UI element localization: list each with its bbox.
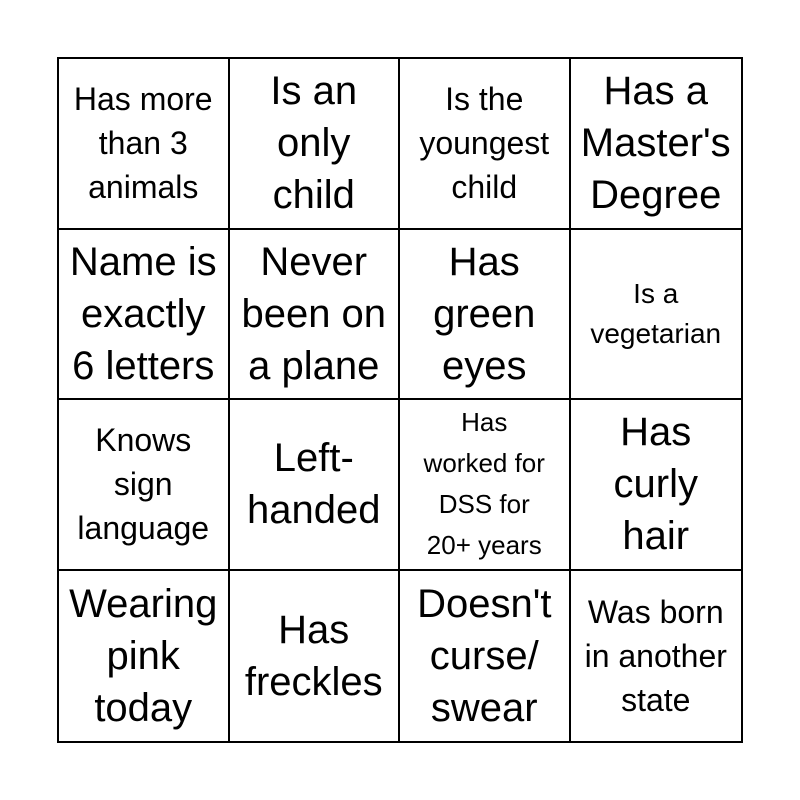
bingo-board bbox=[57, 57, 743, 743]
bingo-cell[interactable] bbox=[571, 230, 742, 401]
cell-text: Is an only child bbox=[270, 69, 358, 218]
cell-text: Wearing pink today bbox=[69, 581, 218, 730]
bingo-cell[interactable] bbox=[59, 230, 230, 401]
cell-text: Was born in another state bbox=[584, 593, 727, 718]
bingo-cell[interactable] bbox=[400, 59, 571, 230]
bingo-cell[interactable] bbox=[400, 230, 571, 401]
cell-text: Knows sign language bbox=[77, 422, 210, 547]
cell-text: Has a Master's Degree bbox=[580, 69, 731, 218]
cell-text: Left- handed bbox=[247, 436, 381, 533]
cell-text: Has green eyes bbox=[433, 239, 536, 388]
bingo-cell[interactable] bbox=[400, 571, 571, 742]
cell-text: Has worked for DSS for 20+ years bbox=[423, 407, 545, 561]
bingo-cell[interactable] bbox=[230, 400, 401, 571]
bingo-cell[interactable] bbox=[230, 59, 401, 230]
cell-text: Doesn't curse/ swear bbox=[417, 581, 552, 730]
cell-text: Has curly hair bbox=[613, 410, 698, 559]
bingo-cell[interactable] bbox=[400, 400, 571, 571]
bingo-cell[interactable] bbox=[571, 59, 742, 230]
cell-text: Is a vegetarian bbox=[590, 277, 722, 349]
cell-text: Has freckles bbox=[244, 607, 383, 704]
bingo-cell[interactable] bbox=[571, 571, 742, 742]
bingo-cell[interactable] bbox=[230, 230, 401, 401]
cell-text: Is the youngest child bbox=[419, 81, 550, 206]
cell-text: Never been on a plane bbox=[241, 239, 387, 388]
cell-text: Name is exactly 6 letters bbox=[69, 239, 217, 388]
bingo-cell[interactable] bbox=[571, 400, 742, 571]
bingo-cell[interactable] bbox=[59, 400, 230, 571]
bingo-cell[interactable] bbox=[59, 571, 230, 742]
bingo-cell[interactable] bbox=[230, 571, 401, 742]
bingo-cell[interactable] bbox=[59, 59, 230, 230]
cell-text: Has more than 3 animals bbox=[73, 81, 213, 206]
